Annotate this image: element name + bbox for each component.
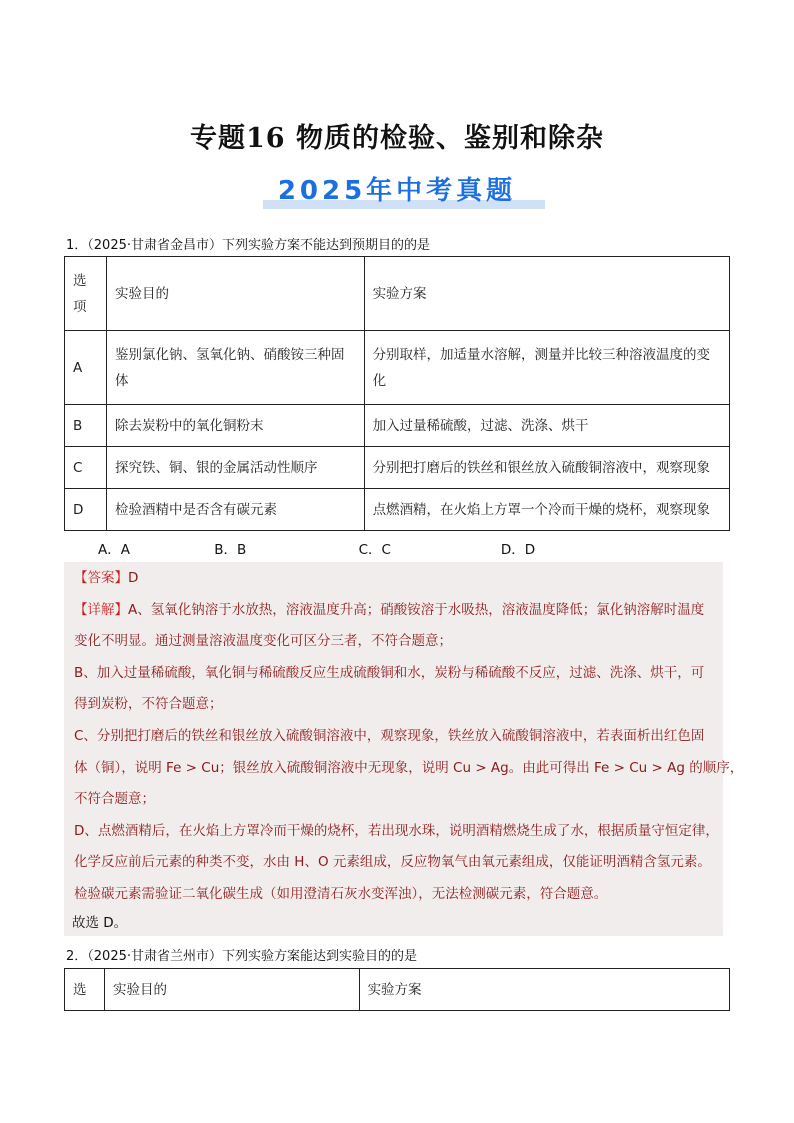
table-row [65,331,730,405]
page-title: 专题16 物质的检验、鉴别和除杂 [190,123,604,154]
detail-line: 不符合题意； [74,791,155,807]
row-goal: 探究铁、铜、银的金属活动性顺序 [106,447,364,489]
row-goal: 鉴别氯化钠、氢氧化钠、硝酸铵三种固 体 [106,331,364,405]
choice-b: B．B [214,542,247,558]
detail-line: 【详解】A、氢氧化钠溶于水放热，溶液温度升高；硝酸铵溶于水吸热，溶液温度降低；氯化钠溶解时温度 [74,602,705,618]
row-plan: 分别取样，加适量水溶解，测量并比较三种溶液温度的变 化 [364,331,729,405]
table-row [65,405,730,447]
header-option: 选 [65,969,105,1011]
detail-line: B、加入过量稀硫酸，氧化铜与稀硫酸反应生成硫酸铜和水，炭粉与稀硫酸不反应，过滤、洗涤、烘干，可 [74,665,705,681]
table-row [65,447,730,489]
question-1-table [64,256,730,531]
question-2-table [64,968,730,1011]
row-goal: 检验酒精中是否含有碳元素 [106,489,364,531]
final-answer: 故选 D。 [72,915,128,931]
row-option: A [65,331,107,405]
question-1-stem: 1．（2025·甘肃省金昌市）下列实验方案不能达到预期目的的是 [66,238,430,253]
row-option: D [65,489,107,531]
row-goal: 除去炭粉中的氧化铜粉末 [106,405,364,447]
row-option: C [65,447,107,489]
detail-line: 得到炭粉，不符合题意； [74,696,223,712]
table-row [65,489,730,531]
header-goal: 实验目的 [106,257,364,331]
detail-line: C、分别把打磨后的铁丝和银丝放入硫酸铜溶液中，观察现象，铁丝放入硫酸铜溶液中，若表面析出红色固 [74,728,705,744]
header-plan: 实验方案 [359,969,729,1011]
detail-line: 检验碳元素需验证二氧化碳生成（如用澄清石灰水变浑浊），无法检测碳元素，符合题意。 [74,886,608,902]
row-plan: 加入过量稀硫酸，过滤、洗涤、烘干 [364,405,729,447]
choice-c: C．C [358,542,391,558]
answer-line: 【答案】D [74,570,139,586]
table-header-row [65,257,730,331]
header-option: 选 项 [65,257,107,331]
section-banner: 2025年中考真题 [277,176,517,206]
detail-line: D、点燃酒精后，在火焰上方罩冷而干燥的烧杯，若出现水珠，说明酒精燃烧生成了水，根据质量守恒定律， [74,823,719,839]
choice-a: A．A [98,542,130,558]
row-option: B [65,405,107,447]
row-plan: 点燃酒精，在火焰上方罩一个冷而干燥的烧杯，观察现象 [364,489,729,531]
answer-choices [98,538,535,558]
choice-d: D．D [500,542,536,558]
detail-line: 变化不明显。通过测量溶液温度变化可区分三者，不符合题意； [74,633,452,649]
question-2-stem: 2．（2025·甘肃省兰州市）下列实验方案能达到实验目的的是 [66,949,417,964]
detail-line: 化学反应前后元素的种类不变，水由 H、O 元素组成，反应物氧气由氧元素组成，仅能证明酒精含氢元素。 [74,854,711,870]
detail-line: 体（铜），说明 Fe > Cu；银丝放入硫酸铜溶液中无现象，说明 Cu > Ag。由此可得出 Fe > Cu > Ag 的顺序， [74,760,744,776]
header-plan: 实验方案 [364,257,729,331]
row-plan: 分别把打磨后的铁丝和银丝放入硫酸铜溶液中，观察现象 [364,447,729,489]
table-header-row [65,969,730,1011]
header-goal: 实验目的 [104,969,359,1011]
